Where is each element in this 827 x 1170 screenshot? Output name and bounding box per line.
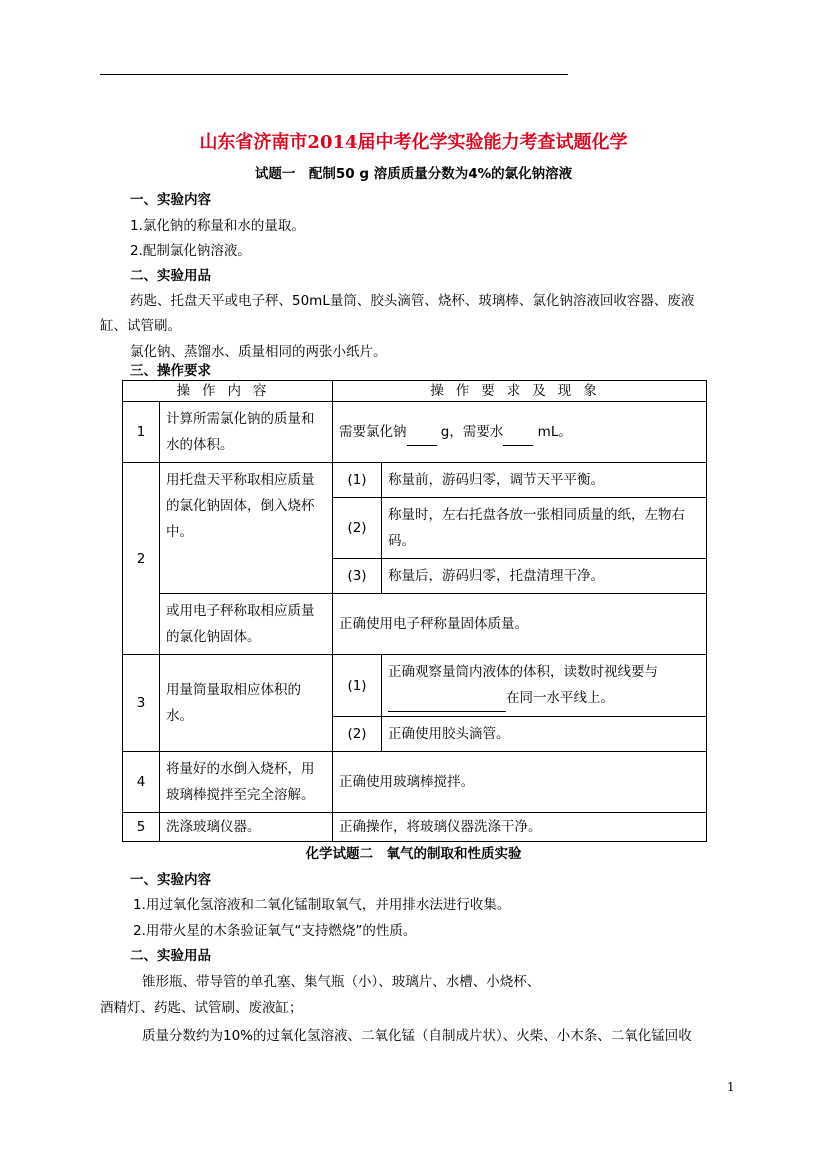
- test2-section2-line: 酒精灯、药匙、试管刷、废液缸；: [100, 1000, 303, 1016]
- test2-section2-line: 锥形瓶、带导管的单孔塞、集气瓶（小）、玻璃片、水槽、小烧杯、: [142, 974, 541, 990]
- requirement-cell: 称量时，左右托盘各放一张相同质量的纸，左物右码。: [382, 498, 707, 559]
- requirement-cell: 正确使用胶头滴管。: [382, 717, 707, 752]
- test1-section1-item: 2.配制氯化钠溶液。: [130, 243, 251, 259]
- test1-section2-line: 缸、试管刷。: [100, 318, 181, 334]
- operation-cell: 洗涤玻璃仪器。: [160, 813, 333, 842]
- operation-cell: 用托盘天平称取相应质量的氯化钠固体，倒入烧杯中。: [160, 463, 333, 594]
- test2-heading: 化学试题二 氧气的制取和性质实验: [305, 846, 522, 862]
- table-row: [123, 402, 707, 463]
- fill-blank: [388, 685, 506, 712]
- sub-step-number: (2): [333, 498, 382, 559]
- header-operation-requirements: 操作要求及现象: [333, 381, 707, 402]
- table-row: [123, 752, 707, 813]
- table-row: [123, 813, 707, 842]
- requirement-cell: [382, 655, 707, 717]
- table-row: [123, 655, 707, 717]
- test2-section1-heading: 一、实验内容: [130, 872, 211, 888]
- requirement-cell: 正确使用电子秤称量固体质量。: [333, 594, 707, 655]
- requirement-cell: 称量后，游码归零，托盘清理干净。: [382, 559, 707, 594]
- row-number: 3: [123, 655, 160, 752]
- table-row: [123, 594, 707, 655]
- header-operation-content: 操作内容: [123, 381, 333, 402]
- requirement-text: 需要氯化钠: [339, 423, 407, 440]
- operation-cell: 用量筒量取相应体积的水。: [160, 655, 333, 752]
- requirement-text: 在同一水平线上。: [506, 690, 614, 706]
- requirement-text: 正确观察量筒内液体的体积，读数时视线要与: [388, 664, 658, 680]
- fill-blank: [407, 419, 437, 446]
- page-number: 1: [727, 1080, 735, 1094]
- test1-section2-heading: 二、实验用品: [130, 268, 211, 284]
- test2-section2-heading: 二、实验用品: [130, 948, 211, 964]
- sub-step-number: (1): [333, 463, 382, 498]
- requirement-text: g，需要水: [436, 423, 504, 440]
- row-number: 4: [123, 752, 160, 813]
- row-number: 2: [123, 463, 160, 655]
- sub-step-number: (1): [333, 655, 382, 717]
- operation-table: [122, 380, 707, 842]
- sub-step-number: (2): [333, 717, 382, 752]
- operation-cell: 将量好的水倒入烧杯，用玻璃棒搅拌至完全溶解。: [160, 752, 333, 813]
- table-row: [123, 463, 707, 498]
- test2-section1-item: 1.用过氧化氢溶液和二氧化锰制取氧气，并用排水法进行收集。: [133, 897, 511, 913]
- requirement-cell: 正确操作，将玻璃仪器洗涤干净。: [333, 813, 707, 842]
- requirement-cell: 正确使用玻璃棒搅拌。: [333, 752, 707, 813]
- test1-section1-item: 1.氯化钠的称量和水的量取。: [130, 218, 305, 234]
- row-number: 1: [123, 402, 160, 463]
- fill-blank: [503, 419, 533, 446]
- test1-heading: 试题一 配制50 g 溶质质量分数为4%的氯化钠溶液: [254, 166, 573, 182]
- requirement-cell: 称量前，游码归零，调节天平平衡。: [382, 463, 707, 498]
- document-title: 山东省济南市2014届中考化学实验能力考查试题化学: [199, 132, 628, 153]
- test1-section1-heading: 一、实验内容: [130, 192, 211, 208]
- requirement-text: mL。: [533, 423, 572, 440]
- test2-section1-item: 2.用带火星的木条验证氧气“支持燃烧”的性质。: [133, 923, 417, 939]
- row-number: 5: [123, 813, 160, 842]
- test1-section3-heading: 三、操作要求: [130, 363, 211, 379]
- requirement-cell: [333, 402, 707, 463]
- operation-cell: 或用电子秤称取相应质量的氯化钠固体。: [160, 594, 333, 655]
- test1-section2-line: 氯化钠、蒸馏水、质量相同的两张小纸片。: [130, 344, 387, 360]
- sub-step-number: (3): [333, 559, 382, 594]
- test1-section2-line: 药匙、托盘天平或电子秤、50mL量筒、胶头滴管、烧杯、玻璃棒、氯化钠溶液回收容器、废液: [130, 293, 695, 309]
- header-rule: [100, 74, 568, 75]
- operation-cell: 计算所需氯化钠的质量和水的体积。: [160, 402, 333, 463]
- test2-section2-line: 质量分数约为10%的过氧化氢溶液、二氧化锰（自制成片状）、火柴、小木条、二氧化锰回收: [142, 1028, 692, 1044]
- table-header-row: [123, 381, 707, 402]
